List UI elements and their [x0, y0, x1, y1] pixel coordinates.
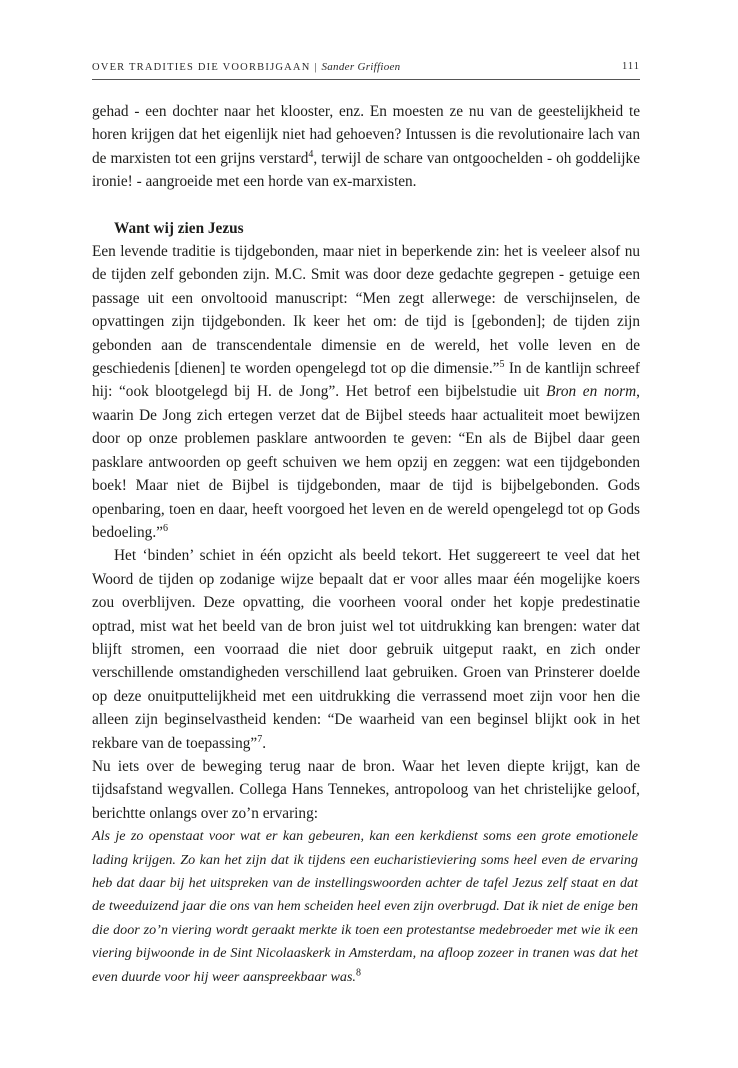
running-head-author: Sander Griffioen — [321, 61, 401, 73]
page-number: 111 — [622, 61, 640, 72]
paragraph-4: Nu iets over de beweging terug naar de bron. Waar het leven diepte krijgt, kan de tijdsafstand wegvallen. Collega Hans Tennekes, antropoloog van het christelijke geloof, berichtte onlangs over zo’n ervaring: — [92, 757, 640, 822]
block-quote-text: Als je zo openstaat voor wat er kan gebeuren, kan een kerkdienst soms een grote emotionele lading krijgen. Zo kan het zijn dat ik tijdens een eucharistieviering soms heel even de ervaring heb dat daar bij het uitspreken van de instellingswoorden achter de tafel Jezus zelf staat en dat de tweeduizend jaar die ons van hem scheiden heel even zijn overbrugd. Dat ik niet de enige ben die door zo’n viering wordt geraakt merkte ik toen een protestantse medebroeder met wie ik een viering bijwoonde in de Sint Nicolaaskerk in Amsterdam, na afloop zozeer in tranen was dat het even duurde voor hij weer aanspreekbaar was. — [92, 828, 638, 985]
section-heading: Want wij zien Jezus — [114, 219, 244, 237]
paragraph-2-text-end: , waarin De Jong zich ertegen verzet dat de Bijbel steeds haar actualiteit moet bewijzen door op onze problemen pasklare antwoorden te geven: “En als de Bijbel daar geen pasklare antwoorden op geeft schuiven we hem opzij en zeggen: wat een tijdgebonden boek! Maar niet de Bijbel is tijdgebonden, maar de tijd is bijbelgebonden. Gods openbaring, toen en daar, heeft voorgoed het leven en de wereld opengelegd tot op Gods bedoeling.” — [92, 383, 640, 541]
paragraph-2 — [92, 240, 640, 544]
paragraph-3-text: Het ‘binden’ schiet in één opzicht als beeld tekort. Het suggereert te veel dat het Woord de tijden op zodanige wijze bepaalt dat er voor alles maar één mogelijke koers zou overblijven. Deze opvatting, die voorheen vooral onder het kopje predestinatie optrad, mist wat het beeld van de bron juist wel tot uitdrukking kan brengen: water dat blijft stromen, een voorraad die niet door gebruik uitgeput raakt, en zich onder verschillende omstandigheden verschillend laat gebruiken. Groen van Prinsterer doelde op deze onuitputtelijkheid met een uitdrukking die verrassend moet zijn voor hen die alleen zijn beginselvastheid kenden: “De waarheid van een beginsel blijkt ook in het rekbare van de toepassing” — [92, 547, 640, 752]
paragraph-3-period: . — [262, 734, 267, 752]
footnote-ref-4[interactable]: 4 — [308, 148, 314, 160]
footnote-ref-7[interactable]: 7 — [257, 733, 263, 745]
footnote-ref-6[interactable]: 6 — [162, 522, 168, 534]
paragraph-1-text-cont: , terwijl de schare van ontgoochelden - oh goddelijke ironie! - aangroeide met een horde van ex-marxisten. — [92, 149, 640, 191]
footnote-ref-8[interactable]: 8 — [355, 966, 361, 978]
running-head-separator: | — [310, 62, 322, 73]
paragraph-1 — [92, 100, 640, 194]
footnote-ref-5[interactable]: 5 — [499, 358, 505, 370]
header-rule — [92, 79, 640, 80]
block-quote — [92, 825, 640, 989]
running-head — [92, 61, 640, 73]
book-title-bron-en-norm: Bron en norm — [546, 383, 637, 401]
paragraph-2-text-cont: In de kantlijn schreef hij: “ook blootgelegd bij H. de Jong”. Het betrof een bijbelstudie uit — [92, 360, 640, 401]
running-head-title: OVER TRADITIES DIE VOORBIJGAAN — [92, 62, 311, 73]
body-text — [92, 100, 640, 989]
paragraph-1-text: gehad - een dochter naar het klooster, enz. En moesten ze nu van de geestelijkheid te horen krijgen dat het eigenlijk niet had gehoeven? Intussen is die revolutionaire lach van de marxisten tot een grijns verstard — [92, 103, 640, 167]
section-gap — [92, 194, 640, 217]
paragraph-3 — [92, 544, 640, 755]
paragraph-2-text: Een levende traditie is tijdgebonden, maar niet in beperkende zin: het is veeleer alsof nu de tijden zelf gebonden zijn. M.C. Smit was door deze gedachte gegrepen - getuige een passage uit een onvoltooid manuscript: “Men zegt allerwege: de verschijnselen, de opvattingen zijn tijdgebonden. Ik keer het om: de tijd is [gebonden]; de tijden zijn gebonden aan de transcendentale dimensie en de wereld, het volle leven en de geschiedenis [dienen] te worden opengelegd tot op die dimensie.” — [92, 243, 640, 378]
